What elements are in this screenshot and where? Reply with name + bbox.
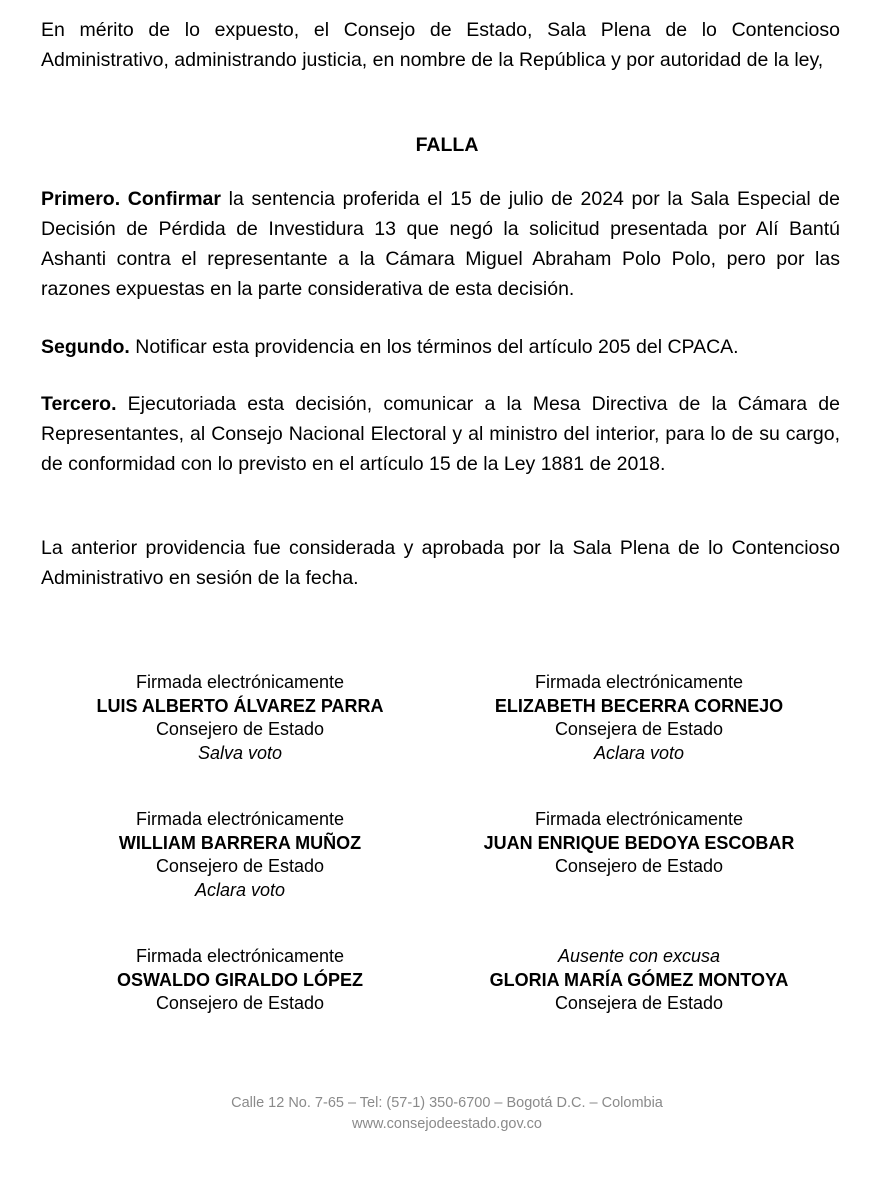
primero-paragraph bbox=[41, 184, 840, 304]
signature-note: Aclara voto bbox=[593, 742, 685, 763]
page-footer bbox=[0, 1093, 894, 1135]
tercero-label: Tercero. bbox=[41, 393, 117, 415]
segundo-label: Segundo. bbox=[41, 336, 130, 358]
signature-status: Firmada electrónicamente bbox=[534, 809, 744, 829]
footer-website: www.consejodeestado.gov.co bbox=[352, 1116, 542, 1132]
signature-role: Consejera de Estado bbox=[554, 993, 724, 1013]
signature-role: Consejero de Estado bbox=[554, 856, 724, 876]
signature-block bbox=[439, 945, 839, 1016]
signature-block bbox=[439, 808, 839, 879]
signature-status: Firmada electrónicamente bbox=[534, 672, 744, 692]
primero-verb: Confirmar bbox=[127, 188, 221, 210]
signature-status: Firmada electrónicamente bbox=[135, 809, 345, 829]
signature-name: WILLIAM BARRERA MUÑOZ bbox=[118, 832, 362, 853]
signature-block bbox=[40, 671, 440, 765]
signature-name: JUAN ENRIQUE BEDOYA ESCOBAR bbox=[483, 832, 795, 853]
segundo-text: Notificar esta providencia en los términos del artículo 205 del CPACA. bbox=[129, 336, 739, 358]
signature-name: GLORIA MARÍA GÓMEZ MONTOYA bbox=[489, 969, 789, 990]
signature-block bbox=[40, 808, 440, 902]
signature-status: Firmada electrónicamente bbox=[135, 946, 345, 966]
signature-block bbox=[439, 671, 839, 765]
signature-status: Ausente con excusa bbox=[557, 946, 721, 966]
signature-name: LUIS ALBERTO ÁLVAREZ PARRA bbox=[96, 695, 384, 716]
closing-paragraph: La anterior providencia fue considerada y aprobada por la Sala Plena de lo Contencioso Administrativo en sesión de la fecha. bbox=[41, 537, 840, 589]
tercero-text: Ejecutoriada esta decisión, comunicar a la Mesa Directiva de la Cámara de Representantes, al Consejo Nacional Electoral y al ministro del interior, para lo de su cargo, de conformidad con lo previsto en el artículo 15 de la Ley 1881 de 2018. bbox=[41, 393, 840, 475]
signature-role: Consejero de Estado bbox=[155, 719, 325, 739]
signature-role: Consejero de Estado bbox=[155, 993, 325, 1013]
segundo-paragraph bbox=[41, 332, 840, 362]
signature-role: Consejera de Estado bbox=[554, 719, 724, 739]
signature-name: ELIZABETH BECERRA CORNEJO bbox=[494, 695, 784, 716]
signature-name: OSWALDO GIRALDO LÓPEZ bbox=[117, 969, 363, 990]
signature-role: Consejero de Estado bbox=[155, 856, 325, 876]
signature-note: Salva voto bbox=[197, 742, 283, 763]
falla-heading: FALLA bbox=[415, 134, 479, 156]
footer-address: Calle 12 No. 7-65 – Tel: (57-1) 350-6700 – Bogotá D.C. – Colombia bbox=[231, 1095, 663, 1111]
tercero-paragraph bbox=[41, 389, 840, 479]
primero-label: Primero. bbox=[41, 188, 121, 210]
signature-status: Firmada electrónicamente bbox=[135, 672, 345, 692]
signature-note: Aclara voto bbox=[194, 879, 286, 900]
intro-paragraph: En mérito de lo expuesto, el Consejo de Estado, Sala Plena de lo Contencioso Administrativo, administrando justicia, en nombre de la República y por autoridad de la ley, bbox=[41, 19, 840, 71]
signature-block bbox=[40, 945, 440, 1016]
primero-text: la sentencia proferida el 15 de julio de 2024 por la Sala Especial de Decisión de Pérdida de Investidura 13 que negó la solicitud presentada por Alí Bantú Ashanti contra el representante a la Cámara Miguel Abraham Polo Polo, pero por las razones expuestas en la parte considerativa de esta decisión. bbox=[41, 188, 841, 300]
